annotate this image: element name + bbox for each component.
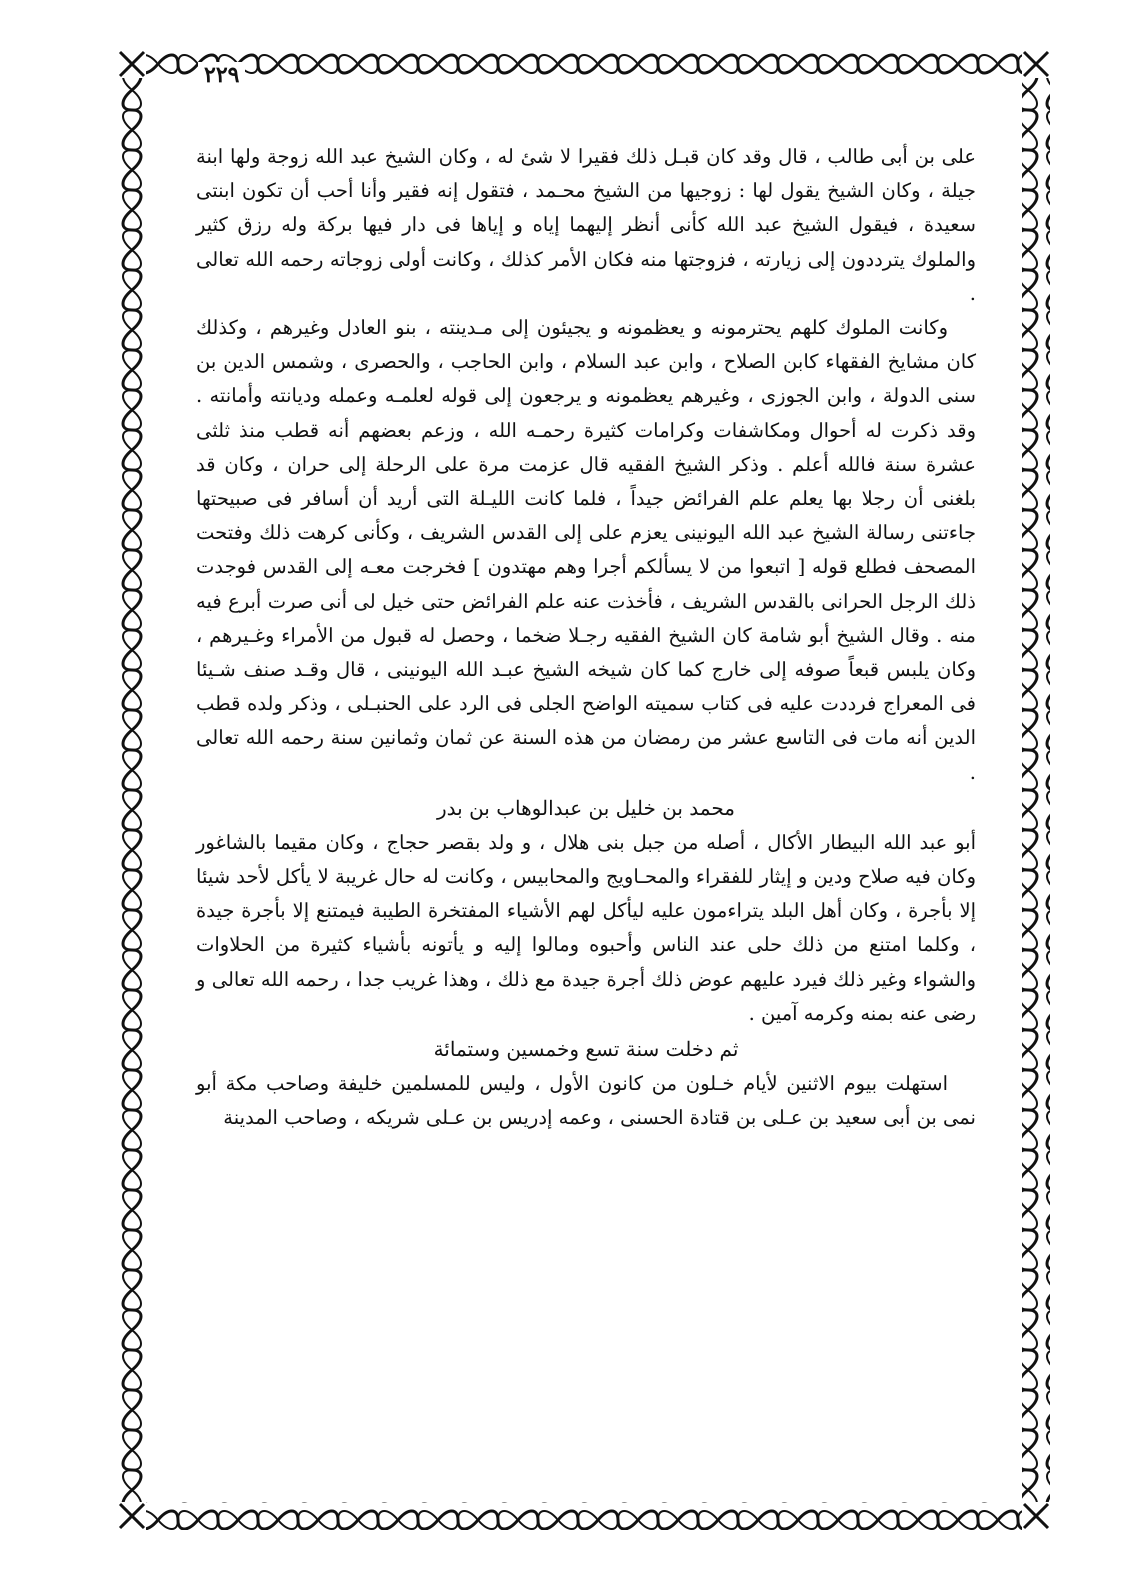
page-number: ٢٢٩ <box>198 62 245 88</box>
section-heading-biography: محمد بن خليل بن عبدالوهاب بن بدر <box>436 795 735 820</box>
paragraph-1: على بن أبى طالب ، قال وقد كان قبـل ذلك فقيرا لا شئ له ، وكان الشيخ عبد الله زوجة ولها ابنة جيلة ، وكان الشيخ يقول لها : زوجيها من الشيخ محـمد ، فتقول إنه فقير وأنا أحب أن تكون ابنتى سعيدة ، فيقول الشيخ عبد الله كأنى أنظر إليهما إياه و إياها فى دار فيها بركة وله رزق كثير والملوك يترددون إلى زيارته ، فزوجتها منه فكان الأمر كذلك ، وكانت أولى زوجاته رحمه الله تعالى . <box>196 145 976 305</box>
section-heading-year: ثم دخلت سنة تسع وخمسين وستمائة <box>433 1037 739 1062</box>
paragraph-year-start: استهلت بيوم الاثنين لأيام خـلون من كانون الأول ، وليس للمسلمين خليفة وصاحب مكة أبو نمى بن أبى سعيد بن عـلى بن قتادة الحسنى ، وعمه إدريس بن عـلى شريكه ، وصاحب المدينة <box>196 1072 976 1130</box>
paragraph-2: وكانت الملوك كلهم يحترمونه و يعظمونه و يجيئون إلى مـدينته ، بنو العادل وغيرهم ، وكذلك كان مشايخ الفقهاء كابن الصلاح ، وابن عبد السلام ، وابن الحاجب ، والحصرى ، وشمس الدين بن سنى الدولة ، وابن الجوزى ، وغيرهم يعظمونه و يرجعون إلى قوله لعلمـه وعمله وديانته وأمانته . وقد ذكرت له أحوال ومكاشفات وكرامات كثيرة رحمـه الله ، وزعم بعضهم أنه قطب منذ ثلثى عشرة سنة فالله أعلم . وذكر الشيخ الفقيه قال عزمت مرة على الرحلة إلى حران ، وكان قد بلغنى أن رجلا بها يعلم علم الفرائض جيداً ، فلما كانت الليـلة التى أريد أن أسافر فى صبيحتها جاءتنى رسالة الشيخ عبد الله اليونينى يعزم على إلى القدس الشريف ، وكأنى كرهت ذلك وفتحت المصحف فطلع قوله [ اتبعوا من لا يسألكم أجرا وهم مهتدون ] فخرجت معـه إلى القدس فوجدت ذلك الرجل الحرانى بالقدس الشريف ، فأخذت عنه علم الفرائض حتى خيل لى أنى صرت أبرع فيه منه . وقال الشيخ أبو شامة كان الشيخ الفقيه رجـلا ضخما ، وحصل له قبول من الأمراء وغـيرهم ، وكان يلبس قبعاً صوفه إلى خارج كما كان شيخه الشيخ عبـد الله اليونينى ، قال وقـد صنف شـيئا فى المعراج فرددت عليه فى كتاب سميته الواضح الجلى فى الرد على الحنبـلى ، وذكر ولده قطب الدين أنه مات فى التاسع عشر من رمضان من هذه السنة عن ثمان وثمانين سنة رحمه الله تعالى . <box>196 316 976 784</box>
page-body <box>196 140 976 1135</box>
paragraph-biography: أبو عبد الله البيطار الأكال ، أصله من جبل بنى هلال ، و ولد بقصر حجاج ، وكان مقيما بالشاغور وكان فيه صلاح ودين و إيثار للفقراء والمحـاويج والمحابيس ، وكانت له حال غريبة لا يأكل لأحد شيئا إلا بأجرة ، وكان أهل البلد يتراءمون عليه ليأكل لهم الأشياء المفتخرة الطيبة فيمتنع إلا بأجرة جيدة ، وكلما امتنع من ذلك حلى عند الناس وأحبوه ومالوا إليه و يأتونه بأشياء كثيرة من الحلاوات والشواء وغير ذلك فيرد عليهم عوض ذلك أجرة جيدة مع ذلك ، وهذا غريب جدا ، رحمه الله تعالى و رضى عنه بمنه وكرمه آمين . <box>196 830 976 1025</box>
